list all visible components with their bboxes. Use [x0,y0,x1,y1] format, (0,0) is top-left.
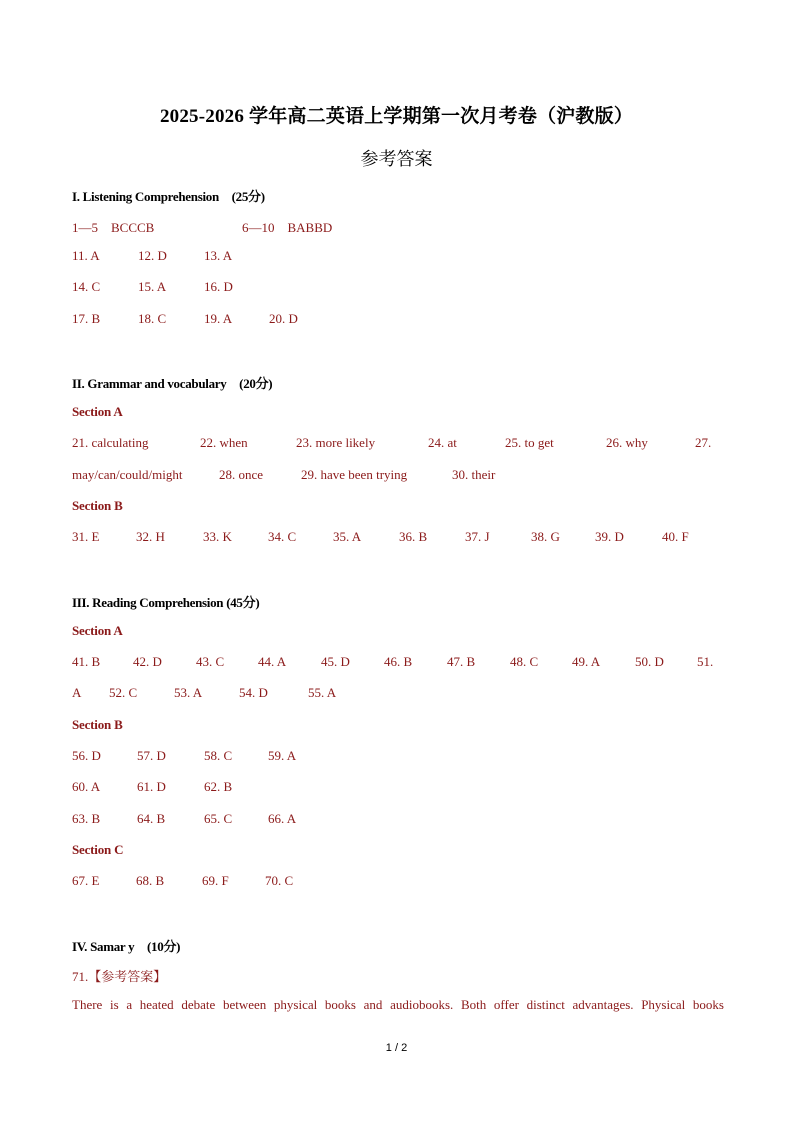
answer-item: 64. B [137,811,166,826]
answer-row [72,654,713,670]
answer-item: 42. D [133,654,162,669]
section-b-label: Section B [72,717,123,732]
answer-item: 17. B [72,311,101,326]
answer-item: A [72,685,82,700]
answer-item: 65. C [204,811,233,826]
answer-item: 46. B [384,654,413,669]
answer-item: 35. A [333,529,362,544]
page-title: 2025-2026 学年高二英语上学期第一次月考卷（沪教版） [159,106,634,127]
answer-item: 29. have been trying [301,467,408,482]
answer-row [72,435,711,451]
answer-row [72,279,233,295]
answer-item: 68. B [136,873,165,888]
answer-item: 59. A [268,748,297,763]
answer-item: 14. C [72,279,101,294]
summary-paragraph: There is a heated debate between physical books and audiobooks. Both offer distinct advantages. Physical books [72,997,724,1012]
answer-row [72,779,232,795]
answer-row [72,217,332,236]
answer-row [72,748,296,764]
answer-item: 62. B [204,779,233,794]
part2-heading: II. Grammar and vocabulary (20分) [72,376,273,391]
answer-item: 49. A [572,654,601,669]
answer-item: 28. once [219,467,264,482]
answer-item: 36. B [399,529,428,544]
answer-item: 66. A [268,811,297,826]
answer-item: 12. D [138,248,167,263]
part1-heading: I. Listening Comprehension (25分) [72,189,265,204]
answer-item: 54. D [239,685,268,700]
page-subtitle: 参考答案 [360,149,433,169]
part3-heading: III. Reading Comprehension (45分) [72,595,260,610]
answer-item: 26. why [606,435,648,450]
answer-item: 25. to get [505,435,554,450]
answer-item: 24. at [428,435,457,450]
answer-row [72,685,336,701]
answer-item: 40. F [662,529,689,544]
answer-item: 61. D [137,779,166,794]
answer-item: 47. B [447,654,476,669]
section-c-label: Section C [72,842,124,857]
answer-label: 71.【参考答案】 [72,969,167,984]
answer-item: 41. B [72,654,101,669]
answer-row [72,529,689,545]
answer-item: 23. more likely [296,435,376,450]
answer-item: 43. C [196,654,225,669]
answer-row [72,873,293,889]
section-a-label: Section A [72,623,123,638]
answer-item: 33. K [203,529,232,544]
part4-heading: IV. Samar y (10分) [72,939,181,954]
answer-row [72,811,296,827]
answer-item: 67. E [72,873,100,888]
answer-item: 13. A [204,248,233,263]
answer-item: 55. A [308,685,337,700]
answer-item: 37. J [465,529,490,544]
answer-item: 38. G [531,529,560,544]
answer-item: 70. C [265,873,294,888]
answer-item: 15. A [138,279,167,294]
section-a-label: Section A [72,404,123,419]
answer-item: 1—5 BCCCB [72,220,155,235]
answer-item: 22. when [200,435,248,450]
answer-item: 20. D [269,311,298,326]
answer-item: 39. D [595,529,624,544]
answer-item: 69. F [202,873,229,888]
answer-item: 45. D [321,654,350,669]
answer-item: 16. D [204,279,233,294]
answer-item: 50. D [635,654,664,669]
answer-item: 18. C [138,311,167,326]
answer-item: 32. H [136,529,165,544]
answer-row [72,311,298,327]
answer-item: 58. C [204,748,233,763]
answer-item: 27. [695,435,712,450]
answer-item: 19. A [204,311,233,326]
answer-item: 44. A [258,654,287,669]
answer-item: 6—10 BABBD [242,220,333,235]
page-number: 1 / 2 [385,1042,408,1054]
answer-item: 30. their [452,467,496,482]
answer-item: 53. A [174,685,203,700]
answer-item: 31. E [72,529,100,544]
answer-item: 57. D [137,748,166,763]
answer-item: 56. D [72,748,101,763]
answer-row [72,248,232,264]
answer-item: 48. C [510,654,539,669]
answer-item: 60. A [72,779,101,794]
answer-item: 52. C [109,685,138,700]
answer-item: 63. B [72,811,101,826]
answer-item: 34. C [268,529,297,544]
answer-item: may/can/could/might [72,467,183,482]
answer-item: 21. calculating [72,435,149,450]
answer-row [72,467,495,483]
answer-item: 51. [697,654,714,669]
section-b-label: Section B [72,498,123,513]
answer-item: 11. A [72,248,100,263]
